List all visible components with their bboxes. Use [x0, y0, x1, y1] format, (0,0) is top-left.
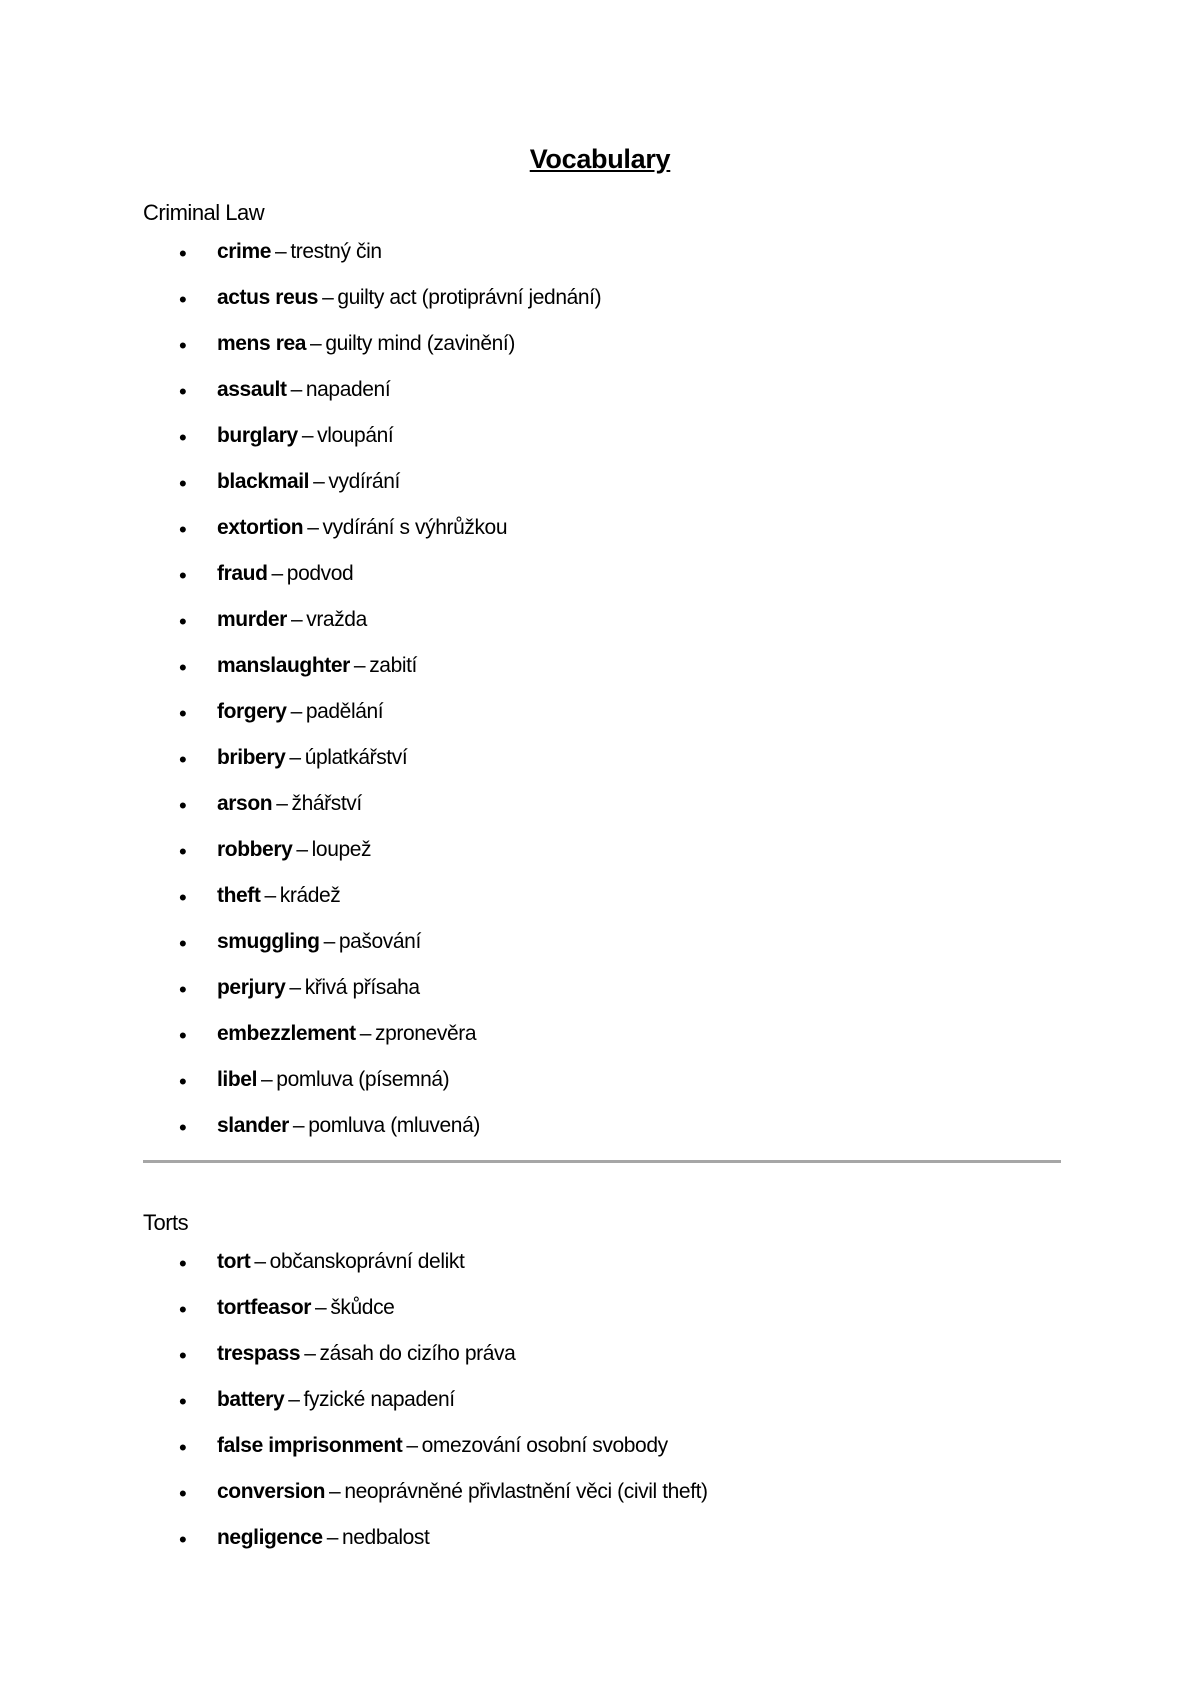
vocabulary-entry [217, 470, 400, 494]
vocabulary-entry [217, 562, 353, 586]
bullet-icon: • [179, 1023, 187, 1048]
vocabulary-entry [217, 838, 371, 862]
section-divider [143, 1160, 1061, 1163]
separator-dash: – [310, 332, 322, 355]
separator-dash: – [323, 930, 335, 953]
bullet-icon: • [179, 287, 187, 312]
bullet-icon: • [179, 609, 187, 634]
translation: guilty mind (zavinění) [325, 332, 515, 355]
separator-dash: – [271, 562, 283, 585]
vocabulary-entry [217, 1250, 464, 1274]
translation: pašování [338, 930, 421, 953]
bullet-icon: • [179, 563, 187, 588]
translation: omezování osobní svobody [421, 1434, 668, 1457]
translation: zásah do cizího práva [319, 1342, 516, 1365]
bullet-icon: • [179, 977, 187, 1002]
term: libel [217, 1068, 258, 1091]
separator-dash: – [276, 792, 288, 815]
bullet-icon: • [179, 885, 187, 910]
bullet-icon: • [179, 1435, 187, 1460]
separator-dash: – [254, 1250, 266, 1273]
vocabulary-entry [217, 286, 601, 310]
term: extortion [217, 516, 304, 539]
bullet-icon: • [179, 793, 187, 818]
term: negligence [217, 1526, 323, 1549]
term: burglary [217, 424, 298, 447]
term: mens rea [217, 332, 307, 355]
bullet-icon: • [179, 471, 187, 496]
separator-dash: – [406, 1434, 418, 1457]
translation: občanskoprávní delikt [269, 1250, 465, 1273]
separator-dash: – [292, 1114, 305, 1137]
term: perjury [217, 976, 286, 999]
translation: zabití [369, 654, 417, 677]
vocabulary-entry [217, 976, 420, 1000]
separator-dash: – [288, 1388, 300, 1411]
vocabulary-entry [217, 240, 382, 264]
term: actus reus [217, 286, 319, 309]
bullet-icon: • [179, 1069, 187, 1094]
term: slander [217, 1114, 289, 1137]
translation: vražda [306, 608, 367, 631]
translation: vloupání [317, 424, 394, 447]
term: theft [217, 884, 261, 907]
term: trespass [217, 1342, 301, 1365]
term: fraud [217, 562, 268, 585]
separator-dash: – [326, 1526, 338, 1549]
vocabulary-entry [217, 516, 507, 540]
vocabulary-entry [217, 654, 417, 678]
bullet-icon: • [179, 1251, 187, 1276]
separator-dash: – [289, 746, 301, 769]
separator-dash: – [322, 286, 334, 309]
separator-dash: – [296, 838, 308, 861]
vocabulary-entry [217, 608, 367, 632]
vocabulary-entry [217, 884, 340, 908]
translation: padělání [305, 700, 384, 723]
vocabulary-entry [217, 332, 515, 356]
bullet-icon: • [179, 517, 187, 542]
vocabulary-entry [217, 1114, 480, 1138]
vocabulary-entry [217, 930, 421, 954]
vocabulary-entry [217, 424, 393, 448]
bullet-icon: • [179, 1115, 187, 1140]
vocabulary-entry [217, 1388, 455, 1412]
translation: zpronevěra [375, 1022, 477, 1045]
separator-dash: – [315, 1296, 327, 1319]
translation: napadení [305, 378, 391, 401]
bullet-icon: • [179, 1343, 187, 1368]
bullet-icon: • [179, 241, 187, 266]
term: robbery [217, 838, 293, 861]
separator-dash: – [290, 608, 303, 631]
vocabulary-entry [217, 378, 390, 402]
translation: pomluva (mluvená) [308, 1114, 480, 1137]
bullet-icon: • [179, 333, 187, 358]
bullet-icon: • [179, 701, 187, 726]
translation: úplatkářství [304, 746, 408, 769]
separator-dash: – [359, 1022, 372, 1045]
separator-dash: – [307, 516, 319, 539]
vocabulary-entry [217, 1526, 429, 1550]
vocabulary-entry [217, 700, 383, 724]
bullet-icon: • [179, 747, 187, 772]
translation: nedbalost [341, 1526, 430, 1549]
bullet-icon: • [179, 425, 187, 450]
translation: guilty act (protiprávní jednání) [337, 286, 602, 309]
separator-dash: – [264, 884, 276, 907]
bullet-icon: • [179, 655, 187, 680]
separator-dash: – [353, 654, 366, 677]
term: embezzlement [217, 1022, 356, 1045]
translation: podvod [286, 562, 354, 585]
term: murder [217, 608, 287, 631]
translation: vydírání [328, 470, 400, 493]
translation: žhářství [291, 792, 362, 815]
bullet-icon: • [179, 931, 187, 956]
vocabulary-entry [217, 1434, 668, 1458]
translation: neoprávněné přivlastnění věci (civil theft) [344, 1480, 708, 1503]
term: forgery [217, 700, 287, 723]
separator-dash: – [329, 1480, 341, 1503]
separator-dash: – [275, 240, 287, 263]
term: blackmail [217, 470, 310, 493]
vocabulary-entry [217, 1342, 515, 1366]
term: arson [217, 792, 273, 815]
vocabulary-entry [217, 746, 407, 770]
bullet-icon: • [179, 1297, 187, 1322]
translation: loupež [311, 838, 372, 861]
translation: krádež [279, 884, 341, 907]
vocabulary-entry [217, 1022, 476, 1046]
bullet-icon: • [179, 1389, 187, 1414]
vocabulary-entry [217, 1480, 708, 1504]
separator-dash: – [301, 424, 314, 447]
separator-dash: – [261, 1068, 273, 1091]
translation: vydírání s výhrůžkou [322, 516, 508, 539]
term: false imprisonment [217, 1434, 403, 1457]
translation: trestný čin [290, 240, 382, 263]
section-heading-torts: Torts [143, 1210, 189, 1235]
bullet-icon: • [179, 839, 187, 864]
translation: škůdce [330, 1296, 395, 1319]
separator-dash: – [304, 1342, 316, 1365]
separator-dash: – [289, 976, 301, 999]
translation: křivá přísaha [304, 976, 420, 999]
bullet-icon: • [179, 1527, 187, 1552]
term: battery [217, 1388, 285, 1411]
term: smuggling [217, 930, 320, 953]
term: tortfeasor [217, 1296, 312, 1319]
separator-dash: – [313, 470, 325, 493]
vocabulary-entry [217, 1068, 449, 1092]
bullet-icon: • [179, 379, 187, 404]
term: assault [217, 378, 287, 401]
term: bribery [217, 746, 286, 769]
vocabulary-entry [217, 1296, 394, 1320]
separator-dash: – [290, 378, 302, 401]
term: conversion [217, 1480, 326, 1503]
term: tort [217, 1250, 251, 1273]
term: crime [217, 240, 272, 263]
translation: pomluva (písemná) [276, 1068, 450, 1091]
term: manslaughter [217, 654, 350, 677]
bullet-icon: • [179, 1481, 187, 1506]
separator-dash: – [290, 700, 302, 723]
vocabulary-entry [217, 792, 362, 816]
page-title: Vocabulary [529, 144, 671, 174]
section-heading-criminal-law: Criminal Law [143, 200, 265, 225]
translation: fyzické napadení [303, 1388, 455, 1411]
